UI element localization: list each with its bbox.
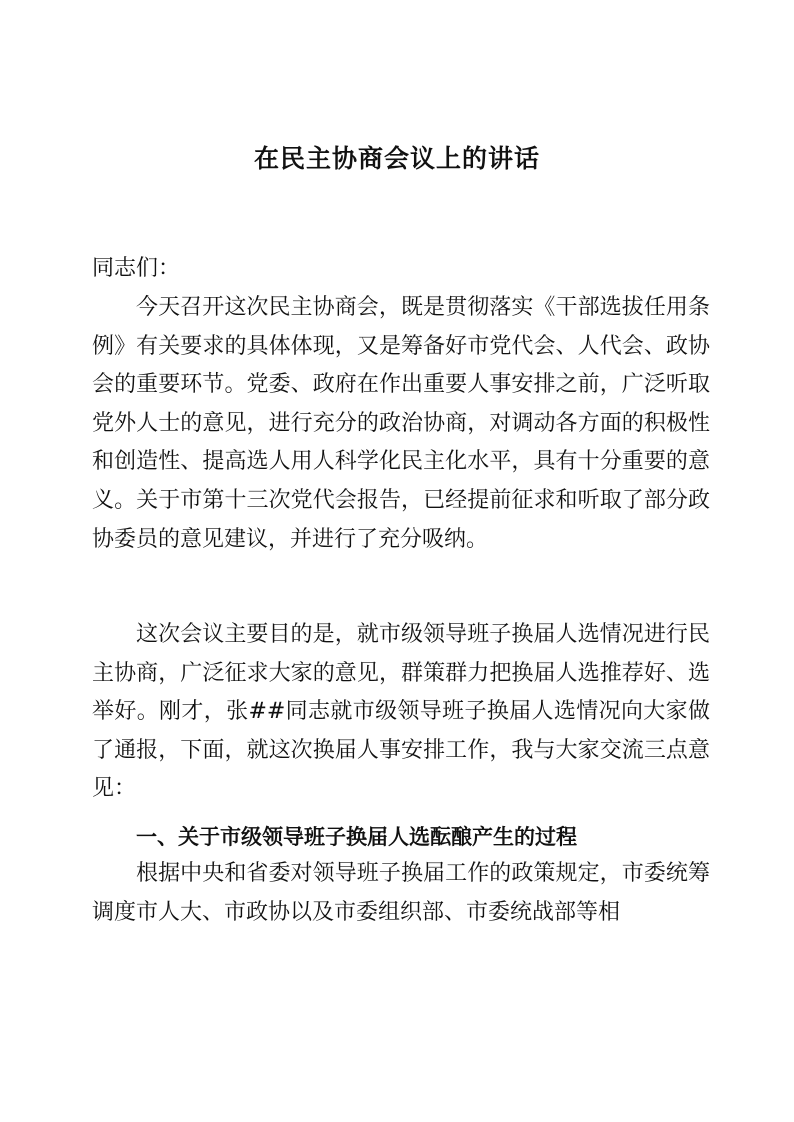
paragraph-2: 这次会议主要目的是，就市级领导班子换届人选情况进行民主协商，广泛征求大家的意见，群策群力把换届人选推荐好、选举好。刚才，张##同志就市级领导班子换届人选情况向大家做了通报，下面，就这次换届人事安排工作，我与大家交流三点意见： bbox=[92, 622, 710, 802]
paragraph-3: 根据中央和省委对领导班子换届工作的政策规定，市委统筹调度市人大、市政协以及市委组织部、市委统战部等相 bbox=[92, 861, 710, 925]
section-1-heading: 一、关于市级领导班子换届人选酝酿产生的过程 bbox=[136, 825, 577, 849]
document-title: 在民主协商会议上的讲话 bbox=[253, 144, 540, 173]
salutation: 同志们： bbox=[92, 256, 181, 281]
paragraph-1: 今天召开这次民主协商会，既是贯彻落实《干部选拔任用条例》有关要求的具体体现，又是筹备好市党代会、人代会、政协会的重要环节。党委、政府在作出重要人事安排之前，广泛听取党外人士的意见，进行充分的政治协商，对调动各方面的积极性和创造性、提高选人用人科学化民主化水平，具有十分重要的意义。关于市第十三次党代会报告，已经提前征求和听取了部分政协委员的意见建议，并进行了充分吸纳。 bbox=[92, 295, 710, 552]
